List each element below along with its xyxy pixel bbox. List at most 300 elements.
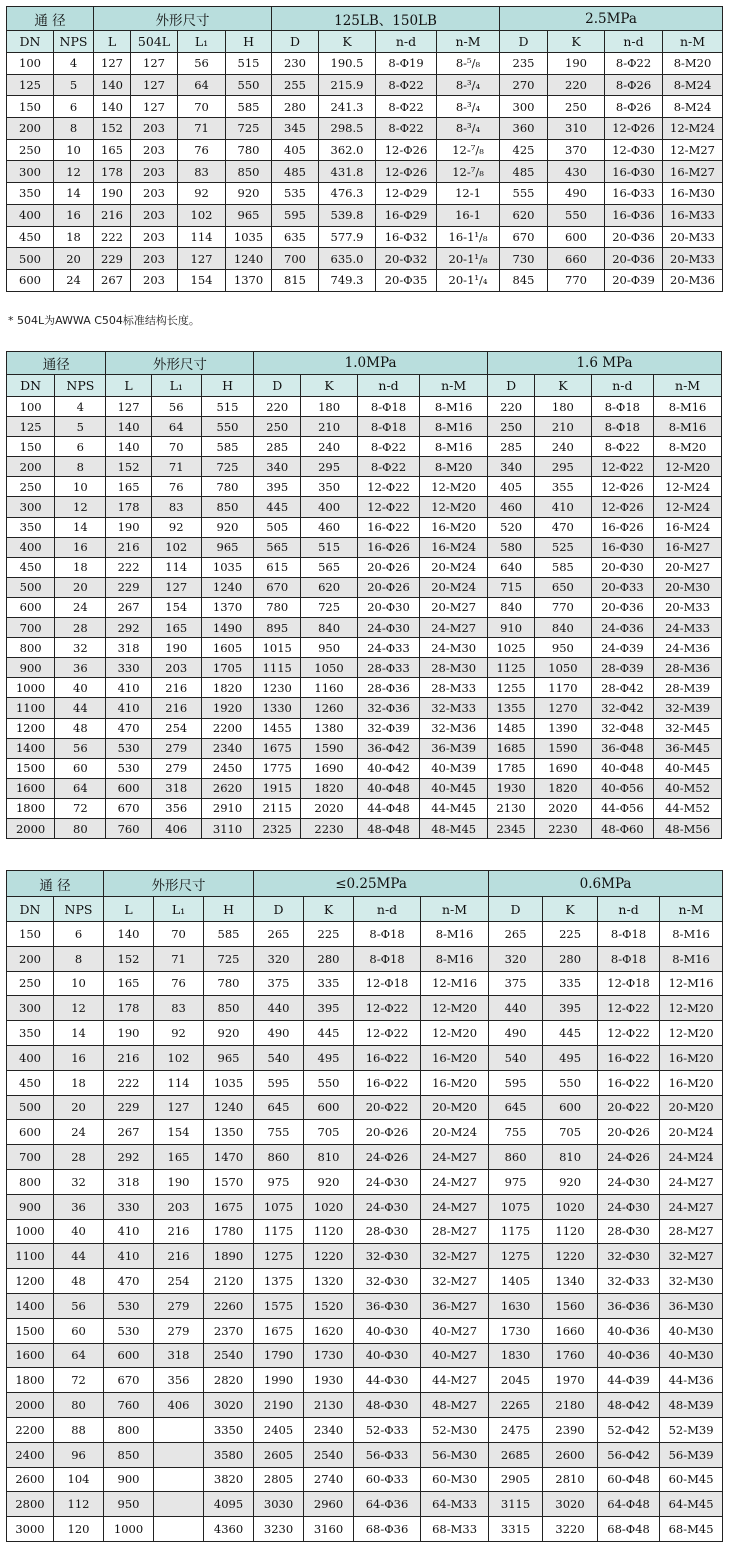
col-header-l: L (104, 897, 154, 922)
table-cell: 410 (106, 678, 151, 698)
table-cell: 32-M39 (654, 698, 722, 718)
table-cell: 70 (178, 96, 226, 118)
table-cell: 18 (55, 557, 106, 577)
table-cell: 425 (500, 139, 548, 161)
col-header-d: D (254, 375, 301, 397)
table-cell: 1590 (535, 738, 591, 758)
table-cell: 1490 (201, 618, 253, 638)
table-cell: 48-Φ60 (591, 818, 654, 838)
table-cell: 362.0 (319, 139, 376, 161)
table-cell: 100 (7, 53, 54, 75)
table-cell: 3020 (204, 1393, 254, 1418)
table-cell: 2000 (7, 1393, 54, 1418)
table-cell: 127 (131, 74, 178, 96)
table-cell: 190 (151, 638, 201, 658)
table-cell: 203 (131, 139, 178, 161)
table-cell: 550 (201, 417, 253, 437)
table-cell: 1600 (7, 1343, 54, 1368)
table-row (7, 1169, 723, 1194)
table-cell: 190 (106, 517, 151, 537)
col-header-k: K (304, 897, 354, 922)
table-cell: 270 (500, 74, 548, 96)
table-cell: 16 (54, 204, 94, 226)
table-cell: 725 (301, 597, 357, 617)
table-cell: 1485 (488, 718, 535, 738)
table-cell: 585 (201, 437, 253, 457)
table-cell: 8-³/₄ (437, 96, 500, 118)
table-cell: 540 (254, 1045, 304, 1070)
table-cell: 178 (104, 996, 154, 1021)
col-header-d: D (488, 375, 535, 397)
table-cell: 405 (272, 139, 319, 161)
table-cell: 1125 (488, 658, 535, 678)
table-cell: 3580 (204, 1442, 254, 1467)
table-cell: 400 (301, 497, 357, 517)
table-cell: 48-M27 (421, 1393, 489, 1418)
table-cell: 1220 (304, 1244, 354, 1269)
table-cell: 356 (151, 798, 201, 818)
table-cell: 16-M20 (660, 1045, 723, 1070)
table-cell: 395 (543, 996, 598, 1021)
table-cell: 28 (55, 618, 106, 638)
table-cell: 292 (104, 1145, 154, 1170)
col-header-n-d: n-d (354, 897, 421, 922)
table-cell: 150 (7, 922, 54, 947)
table-cell: 104 (54, 1467, 104, 1492)
table-cell: 222 (104, 1070, 154, 1095)
table-cell: 20-Φ32 (376, 248, 437, 270)
table-cell: 152 (94, 118, 131, 140)
dimension-table-3 (6, 870, 723, 1542)
table-cell: 20-M30 (654, 577, 722, 597)
table-cell: 44-Φ48 (357, 798, 420, 818)
table-cell: 550 (226, 74, 272, 96)
table-cell: 12-⁷/₈ (437, 161, 500, 183)
table-row (7, 1318, 723, 1343)
table-cell: 267 (104, 1120, 154, 1145)
table-row (7, 437, 722, 457)
table-row (7, 758, 722, 778)
group-header-125lb-150lb: 125LB、150LB (272, 7, 500, 31)
table-cell: 3220 (543, 1517, 598, 1542)
table-cell: 241.3 (319, 96, 376, 118)
table-cell: 225 (304, 922, 354, 947)
table-cell: 3160 (304, 1517, 354, 1542)
table-cell: 48-M56 (654, 818, 722, 838)
table-cell: 8 (54, 118, 94, 140)
table-cell: 96 (54, 1442, 104, 1467)
table-cell: 36-M45 (654, 738, 722, 758)
table-row (7, 269, 723, 291)
table-cell: 2190 (254, 1393, 304, 1418)
table-cell: 16-Φ32 (376, 226, 437, 248)
col-header-k: K (301, 375, 357, 397)
table-cell: 555 (500, 183, 548, 205)
table-cell: 8-Φ18 (357, 397, 420, 417)
table-cell: 1400 (7, 1293, 54, 1318)
table-cell: 24-Φ30 (357, 618, 420, 638)
table-cell: 16-1¹/₈ (437, 226, 500, 248)
table-cell: 178 (106, 497, 151, 517)
table-cell: 48-Φ48 (357, 818, 420, 838)
table-cell: 20 (54, 1095, 104, 1120)
table-cell: 1600 (7, 778, 55, 798)
table-cell: 705 (543, 1120, 598, 1145)
table-cell: 24-Φ30 (354, 1194, 421, 1219)
group-header-diameter: 通 径 (7, 871, 104, 897)
table-cell: 52-M30 (421, 1417, 489, 1442)
table-cell: 8-³/₄ (437, 74, 500, 96)
table-cell: 320 (489, 946, 543, 971)
table-row (7, 517, 722, 537)
table-cell: 2115 (254, 798, 301, 818)
table-cell: 2020 (301, 798, 357, 818)
table-cell: 815 (272, 269, 319, 291)
col-header-nps: NPS (55, 375, 106, 397)
table-cell: 470 (104, 1269, 154, 1294)
table-cell: 28-Φ30 (354, 1219, 421, 1244)
table-cell: 40-M30 (660, 1318, 723, 1343)
table-cell: 220 (254, 397, 301, 417)
table-cell: 24-Φ26 (354, 1145, 421, 1170)
table-cell: 780 (254, 597, 301, 617)
table-row (7, 1343, 723, 1368)
table-cell: 1120 (304, 1219, 354, 1244)
table-cell: 1605 (201, 638, 253, 658)
table-cell: 20-M27 (654, 557, 722, 577)
table-cell: 440 (254, 996, 304, 1021)
table-cell: 950 (104, 1492, 154, 1517)
table-cell: 920 (201, 517, 253, 537)
table-cell: 1015 (254, 638, 301, 658)
table-cell: 16-Φ36 (605, 204, 663, 226)
col-header-d: D (500, 31, 548, 53)
table-row (7, 477, 722, 497)
table-cell: 8-Φ26 (605, 96, 663, 118)
table-cell: 2810 (543, 1467, 598, 1492)
col-header-n-d: n-d (376, 31, 437, 53)
table-cell: 810 (543, 1145, 598, 1170)
table-cell: 190 (94, 183, 131, 205)
table-cell: 8-M20 (663, 53, 723, 75)
table-cell: 44-Φ30 (354, 1368, 421, 1393)
table-cell: 127 (178, 248, 226, 270)
table-cell: 310 (548, 118, 605, 140)
table-cell: 8-Φ18 (354, 946, 421, 971)
table-cell: 2910 (201, 798, 253, 818)
table-cell: 539.8 (319, 204, 376, 226)
col-header-n-m: n-M (663, 31, 723, 53)
table-cell: 1035 (226, 226, 272, 248)
table-cell: 530 (104, 1318, 154, 1343)
table-cell: 48-M39 (660, 1393, 723, 1418)
col-header-l1: L₁ (178, 31, 226, 53)
table-cell: 20-Φ39 (605, 269, 663, 291)
table-cell: 600 (543, 1095, 598, 1120)
col-header-d: D (272, 31, 319, 53)
table-cell: 32-M30 (660, 1269, 723, 1294)
table-cell: 300 (7, 996, 54, 1021)
table-cell: 150 (7, 437, 55, 457)
table-cell: 36-M30 (660, 1293, 723, 1318)
table-cell: 445 (543, 1021, 598, 1046)
table-cell: 1520 (304, 1293, 354, 1318)
dimension-table-2 (6, 351, 722, 839)
table-cell: 340 (254, 457, 301, 477)
table-cell: 279 (151, 738, 201, 758)
table-cell: 318 (151, 778, 201, 798)
table-cell: 2265 (489, 1393, 543, 1418)
table-cell: 80 (55, 818, 106, 838)
table-cell: 1820 (201, 678, 253, 698)
table-cell: 32-Φ30 (598, 1244, 660, 1269)
table-cell: 580 (488, 537, 535, 557)
table-cell: 2620 (201, 778, 253, 798)
table-cell: 127 (151, 577, 201, 597)
col-header-k: K (319, 31, 376, 53)
table-cell: 845 (500, 269, 548, 291)
table-row (7, 1517, 723, 1542)
table-cell: 1340 (543, 1269, 598, 1294)
col-header-h: H (201, 375, 253, 397)
table-cell: 28-Φ39 (591, 658, 654, 678)
table-cell: 965 (226, 204, 272, 226)
table-cell: 2370 (204, 1318, 254, 1343)
table-cell: 445 (304, 1021, 354, 1046)
table-cell: 1275 (489, 1244, 543, 1269)
table-cell: 150 (7, 96, 54, 118)
table-cell: 127 (131, 96, 178, 118)
table-cell: 220 (548, 74, 605, 96)
table-cell: 660 (548, 248, 605, 270)
table-cell: 1175 (489, 1219, 543, 1244)
table-cell: 68-M45 (660, 1517, 723, 1542)
table-cell: 1660 (543, 1318, 598, 1343)
table-cell: 190 (154, 1169, 204, 1194)
table-cell: 1100 (7, 1244, 54, 1269)
table-cell: 24-M30 (420, 638, 488, 658)
table-cell: 515 (226, 53, 272, 75)
col-header-l1: L₁ (151, 375, 201, 397)
table-cell: 216 (151, 678, 201, 698)
table-cell: 600 (106, 778, 151, 798)
table-cell: 127 (131, 53, 178, 75)
table-cell: 20-Φ33 (591, 577, 654, 597)
table-cell: 36-Φ42 (357, 738, 420, 758)
table-cell: 1930 (488, 778, 535, 798)
table-row (7, 1293, 723, 1318)
table-cell: 20-1¹/₄ (437, 269, 500, 291)
col-header-d: D (489, 897, 543, 922)
table-cell: 8-Φ22 (376, 118, 437, 140)
table-cell: 1320 (304, 1269, 354, 1294)
table-125lb-150lb-2-5mpa (6, 6, 722, 292)
table-cell: 12-M20 (660, 1021, 723, 1046)
table-cell: 525 (535, 537, 591, 557)
table-cell: 4 (54, 53, 94, 75)
table-cell: 920 (304, 1169, 354, 1194)
table-row (7, 798, 722, 818)
table-cell: 950 (301, 638, 357, 658)
table-cell: 71 (154, 946, 204, 971)
table-cell: 1990 (254, 1368, 304, 1393)
table-cell: 295 (535, 457, 591, 477)
group-header-diameter: 通 径 (7, 7, 94, 31)
table-cell: 64 (178, 74, 226, 96)
table-cell: 32-M27 (421, 1244, 489, 1269)
table-cell: 500 (7, 577, 55, 597)
table-cell: 229 (104, 1095, 154, 1120)
table-cell: 3020 (543, 1492, 598, 1517)
table-cell: 24-M33 (654, 618, 722, 638)
table-cell: 10 (55, 477, 106, 497)
table-cell: 340 (488, 457, 535, 477)
table-row (7, 118, 723, 140)
table-cell: 24-Φ26 (598, 1145, 660, 1170)
table-cell: 318 (104, 1169, 154, 1194)
table-cell: 3820 (204, 1467, 254, 1492)
table-cell: 267 (94, 269, 131, 291)
table-cell: 203 (131, 204, 178, 226)
table-cell: 154 (178, 269, 226, 291)
table-cell: 92 (151, 517, 201, 537)
table-cell: 485 (500, 161, 548, 183)
table-cell: 254 (154, 1269, 204, 1294)
table-cell: 52-Φ33 (354, 1417, 421, 1442)
table-cell: 2230 (535, 818, 591, 838)
table-cell: 28-Φ30 (598, 1219, 660, 1244)
table-cell: 64 (54, 1343, 104, 1368)
table-cell: 12-Φ18 (354, 971, 421, 996)
table-cell: 44-M45 (420, 798, 488, 818)
table-cell: 495 (304, 1045, 354, 1070)
table-cell: 24-M27 (421, 1145, 489, 1170)
table-cell: 1050 (535, 658, 591, 678)
table-cell: 20-Φ22 (354, 1095, 421, 1120)
table-cell: 3315 (489, 1517, 543, 1542)
table-cell: 1025 (488, 638, 535, 658)
table-cell: 1000 (7, 1219, 54, 1244)
table-cell: 52-Φ42 (598, 1417, 660, 1442)
table-cell: 154 (151, 597, 201, 617)
table-cell: 1760 (543, 1343, 598, 1368)
table-cell: 28 (54, 1145, 104, 1170)
table-cell: 600 (7, 269, 54, 291)
table-cell: 24-Φ36 (591, 618, 654, 638)
table-cell: 20 (54, 248, 94, 270)
table-cell: 24-M24 (660, 1145, 723, 1170)
table-row (7, 996, 723, 1021)
table-cell: 200 (7, 946, 54, 971)
table-cell: 2475 (489, 1417, 543, 1442)
table-row (7, 397, 722, 417)
table-cell: 180 (301, 397, 357, 417)
table-cell: 20-Φ26 (354, 1120, 421, 1145)
table-cell: 12-1 (437, 183, 500, 205)
table-cell: 92 (154, 1021, 204, 1046)
table-cell: 20-M20 (660, 1095, 723, 1120)
table-cell: 8-M20 (420, 457, 488, 477)
table-cell: 125 (7, 74, 54, 96)
table-cell: 406 (151, 818, 201, 838)
table-row (7, 557, 722, 577)
table-cell: 240 (535, 437, 591, 457)
table-cell: 16-Φ33 (605, 183, 663, 205)
table-cell: 36-Φ36 (598, 1293, 660, 1318)
table-cell: 800 (104, 1417, 154, 1442)
table-cell: 200 (7, 118, 54, 140)
table-cell: 8-Φ22 (376, 96, 437, 118)
table-cell: 40-Φ30 (354, 1343, 421, 1368)
table-row (7, 53, 723, 75)
table-row (7, 417, 722, 437)
table-cell: 165 (104, 971, 154, 996)
table-cell: 725 (226, 118, 272, 140)
table-cell: 203 (131, 226, 178, 248)
table-cell: 410 (104, 1219, 154, 1244)
table-cell: 1240 (226, 248, 272, 270)
table-cell: 1590 (301, 738, 357, 758)
table-1-0mpa-1-6mpa (6, 351, 722, 839)
table-cell: 1780 (204, 1219, 254, 1244)
table-cell: 595 (272, 204, 319, 226)
table-cell: 645 (489, 1095, 543, 1120)
table-cell: 44-M27 (421, 1368, 489, 1393)
table-cell: 450 (7, 557, 55, 577)
table-cell (154, 1442, 204, 1467)
table-cell: 216 (94, 204, 131, 226)
table-cell: 44-Φ56 (591, 798, 654, 818)
table-cell: 28-M30 (420, 658, 488, 678)
table-cell: 20-M24 (660, 1120, 723, 1145)
table-cell: 28-Φ42 (591, 678, 654, 698)
table-cell: 635 (272, 226, 319, 248)
table-cell: 76 (151, 477, 201, 497)
table-cell: 500 (7, 1095, 54, 1120)
table-cell: 755 (489, 1120, 543, 1145)
table-cell: 44-Φ39 (598, 1368, 660, 1393)
table-cell: 24-M27 (421, 1194, 489, 1219)
table-cell: 8-Φ19 (376, 53, 437, 75)
table-cell: 1275 (254, 1244, 304, 1269)
group-header-outline-dimensions: 外形尺寸 (104, 871, 254, 897)
table-cell: 44-M52 (654, 798, 722, 818)
table-cell: 8-Φ18 (591, 397, 654, 417)
table-cell: 52-M39 (660, 1417, 723, 1442)
table-cell: 16-M30 (663, 183, 723, 205)
table-cell: 44-M36 (660, 1368, 723, 1393)
table-cell: 318 (154, 1343, 204, 1368)
table-cell: 56-M39 (660, 1442, 723, 1467)
col-header-l1: L₁ (154, 897, 204, 922)
table-cell: 12-M24 (663, 118, 723, 140)
table-cell: 20-Φ30 (591, 557, 654, 577)
table-cell: 550 (548, 204, 605, 226)
table-cell: 76 (178, 139, 226, 161)
table-cell: 1390 (535, 718, 591, 738)
table-cell: 1075 (489, 1194, 543, 1219)
table-cell: 1830 (489, 1343, 543, 1368)
table-cell: 267 (106, 597, 151, 617)
table-cell: 20-M24 (420, 557, 488, 577)
table-cell: 71 (151, 457, 201, 477)
table-cell: 755 (254, 1120, 304, 1145)
table-cell: 3000 (7, 1517, 54, 1542)
table-cell: 12 (54, 161, 94, 183)
table-cell: 1730 (489, 1318, 543, 1343)
table-cell: 1000 (104, 1517, 154, 1542)
table-cell: 68-Φ36 (354, 1517, 421, 1542)
